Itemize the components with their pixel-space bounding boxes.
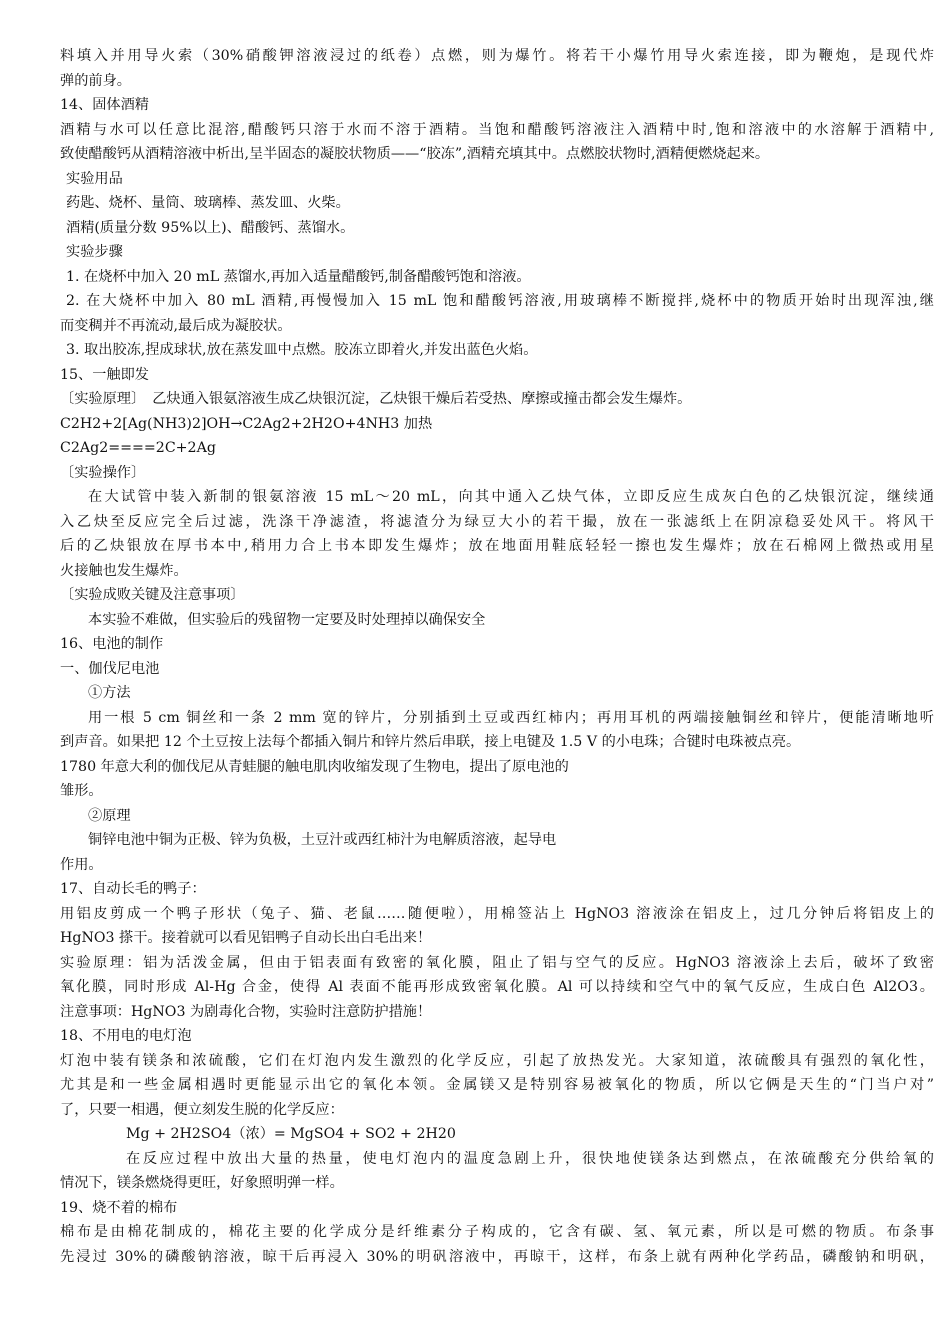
- text-line: 〔实验原理〕 乙炔通入银氨溶液生成乙炔银沉淀，乙炔银干燥后若受热、摩擦或撞击都会发生爆炸。: [60, 391, 692, 407]
- text-line: 作用。: [60, 856, 103, 873]
- subheading: 〔实验成败关键及注意事项〕: [60, 587, 245, 603]
- text-line: 酒精(质量分数 95%以上)、醋酸钙、蒸馏水。: [66, 219, 355, 236]
- subheading: 一、伽伐尼电池: [60, 660, 160, 677]
- text-line: 料填入并用导火索（30%硝酸钾溶液浸过的纸卷）点燃，则为爆竹。将若干小爆竹用导火索连接，即为鞭炮，是现代炸: [60, 48, 934, 64]
- text-line: 了，只要一相遇，便立刻发生脱的化学反应：: [60, 1101, 344, 1118]
- subheading: ①方法: [88, 685, 131, 701]
- text-line: 氧化膜，同时形成 Al-Hg 合金，使得 Al 表面不能再形成致密氧化膜。Al 可以持续和空气中的氧气反应，生成白色 Al2O3。: [60, 979, 934, 995]
- text-line: 用一根 5 cm 铜丝和一条 2 mm 宽的锌片，分别插到土豆或西红柿内；再用耳机的两端接触铜丝和锌片，便能清晰地听: [88, 709, 934, 726]
- text-line: 酒精与水可以任意比混溶,醋酸钙只溶于水而不溶于酒精。当饱和醋酸钙溶液注入酒精中时,饱和溶液中的水溶解于酒精中,: [60, 121, 934, 138]
- text-line: 雏形。: [60, 783, 103, 799]
- text-line: 铜锌电池中铜为正极、锌为负极，土豆汁或西红柿汁为电解质溶液，起导电: [88, 832, 557, 848]
- section-heading: 18、不用电的电灯泡: [60, 1028, 192, 1044]
- text-line: 到声音。如果把 12 个土豆按上法每个都插入铜片和锌片然后串联，接上电键及 1.5 V 的小电珠；合键时电珠被点亮。: [60, 734, 801, 750]
- text-line: HgNO3 搽干。接着就可以看见铝鸭子自动长出白毛出来！: [60, 930, 432, 946]
- equation-line: C2Ag2====2C+2Ag: [60, 440, 216, 456]
- text-line: 尤其是和一些金属相遇时更能显示出它的氧化本领。金属镁又是特别容易被氧化的物质，所以它俩是天生的“门当户对”: [60, 1077, 934, 1093]
- text-line: 弹的前身。: [60, 72, 131, 89]
- text-line: 注意事项：HgNO3 为剧毒化合物，实验时注意防护措施！: [60, 1003, 432, 1020]
- text-line: 3. 取出胶冻,捏成球状,放在蒸发皿中点燃。胶冻立即着火,并发出蓝色火焰。: [66, 342, 538, 358]
- text-line: 致使醋酸钙从酒精溶液中析出,呈半固态的凝胶状物质——“胶冻”,酒精充填其中。点燃胶状物时,酒精便燃烧起来。: [60, 146, 770, 162]
- text-line: 棉布是由棉花制成的，棉花主要的化学成分是纤维素分子构成的，它含有碳、氢、氧元素，所以是可燃的物质。布条事: [60, 1224, 934, 1240]
- section-heading: 14、固体酒精: [60, 97, 149, 113]
- text-line: 先浸过 30%的磷酸钠溶液，晾干后再浸入 30%的明矾溶液中，再晾干，这样，布条上就有两种化学药品，磷酸钠和明矾，: [60, 1248, 934, 1265]
- section-heading: 16、电池的制作: [60, 636, 164, 652]
- subheading: ②原理: [88, 807, 131, 824]
- section-heading: 17、自动长毛的鸭子：: [60, 881, 206, 897]
- text-line: 在大试管中装入新制的银氨溶液 15 mL～20 mL，向其中通入乙炔气体，立即反应生成灰白色的乙炔银沉淀，继续通: [88, 489, 934, 505]
- subheading: 〔实验操作〕: [60, 464, 146, 481]
- subheading: 实验步骤: [66, 244, 123, 260]
- text-line: 在反应过程中放出大量的热量，使电灯泡内的温度急剧上升，很快地使镁条达到燃点，在浓硫酸充分供给氧的: [126, 1150, 934, 1167]
- text-line: 药匙、烧杯、量筒、玻璃棒、蒸发皿、火柴。: [66, 195, 350, 211]
- text-line: 后的乙炔银放在厚书本中,稍用力合上书本即发生爆炸；放在地面用鞋底轻轻一擦也发生爆炸；放在石棉网上微热或用星: [60, 538, 934, 554]
- equation-line: Mg + 2H2SO4（浓）= MgSO4 + SO2 + 2H20: [126, 1126, 456, 1142]
- section-heading: 15、一触即发: [60, 366, 149, 383]
- text-line: 灯泡中装有镁条和浓硫酸，它们在灯泡内发生激烈的化学反应，引起了放热发光。大家知道，浓硫酸具有强烈的氧化性，: [60, 1052, 934, 1069]
- text-line: 2. 在大烧杯中加入 80 mL 酒精,再慢慢加入 15 mL 饱和醋酸钙溶液,用玻璃棒不断搅拌,烧杯中的物质开始时出现浑浊,继: [66, 293, 934, 309]
- text-line: 1. 在烧杯中加入 20 mL 蒸馏水,再加入适量醋酸钙,制备醋酸钙饱和溶液。: [66, 268, 531, 285]
- section-heading: 19、烧不着的棉布: [60, 1199, 178, 1216]
- text-line: 情况下，镁条燃烧得更旺，好象照明弹一样。: [60, 1175, 344, 1191]
- text-line: 入乙炔至反应完全后过滤，洗涤干净滤渣，将滤渣分为绿豆大小的若干撮，放在一张滤纸上在阴凉稳妥处风干。将风干: [60, 513, 934, 530]
- text-line: 用铝皮剪成一个鸭子形状（兔子、猫、老鼠……随便啦），用棉签沾上 HgNO3 溶液涂在铝皮上，过几分钟后将铝皮上的: [60, 905, 934, 922]
- subheading: 实验用品: [66, 170, 123, 187]
- text-line: 实验原理：铝为活泼金属，但由于铝表面有致密的氧化膜，阻止了铝与空气的反应。HgNO3 溶液涂上去后，破坏了致密: [60, 954, 934, 971]
- text-line: 本实验不难做，但实验后的残留物一定要及时处理掉以确保安全: [88, 611, 486, 628]
- text-line: 1780 年意大利的伽伐尼从青蛙腿的触电肌肉收缩发现了生物电，提出了原电池的: [60, 758, 569, 775]
- equation-line: C2H2+2[Ag(NH3)2]OH→C2Ag2+2H2O+4NH3 加热: [60, 415, 433, 432]
- text-line: 而变稠并不再流动,最后成为凝胶状。: [60, 317, 292, 334]
- text-line: 火接触也发生爆炸。: [60, 562, 188, 579]
